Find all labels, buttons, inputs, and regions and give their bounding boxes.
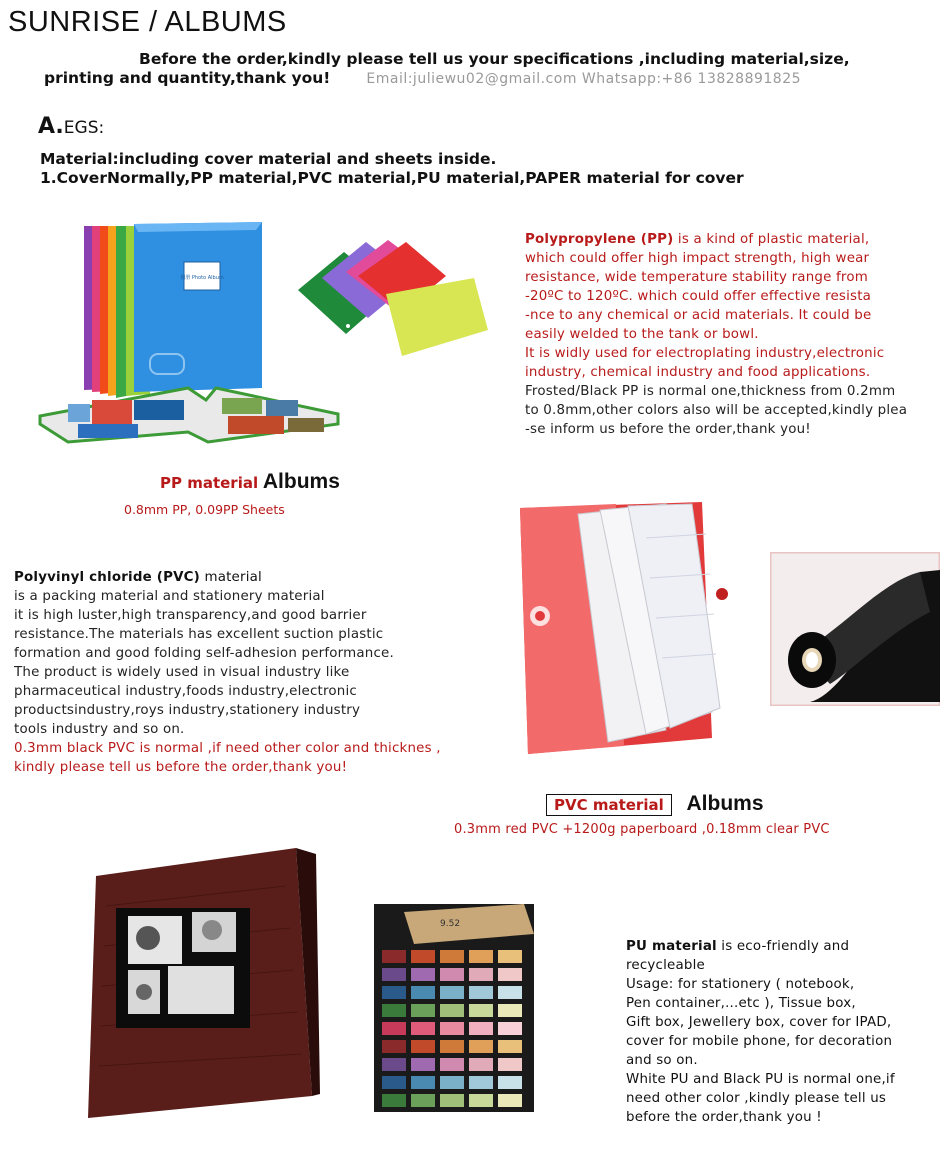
swatch (382, 986, 406, 999)
swatch (469, 1004, 493, 1017)
intro-text (44, 50, 924, 89)
pvc-line-10: kindly please tell us before the order,thank you! (14, 760, 348, 775)
swatch (440, 1076, 464, 1089)
pp-line-7: industry, chemical industry and food applications. (525, 365, 871, 380)
swatch (469, 1076, 493, 1089)
pp-line-4: -nce to any chemical or acid materials. It could be (525, 308, 872, 323)
swatch (498, 1022, 522, 1035)
cover-line: 1.CoverNormally,PP material,PVC material,PU material,PAPER material for cover (40, 169, 744, 187)
swatch (440, 1058, 464, 1071)
pp-caption-word: Albums (262, 470, 340, 493)
swatch (440, 950, 464, 963)
swatch (411, 1022, 435, 1035)
pvc-caption-sub: 0.3mm red PVC +1200g paperboard ,0.18mm clear PVC (454, 822, 830, 837)
pu-line-2: Usage: for stationery ( notebook, (626, 977, 855, 992)
swatch (469, 1040, 493, 1053)
pp-caption-sub: 0.8mm PP, 0.09PP Sheets (124, 502, 285, 517)
swatch (498, 1076, 522, 1089)
section-a-heading (38, 114, 104, 139)
pvc-line-0: Polyvinyl chloride (PVC) material (14, 570, 262, 585)
pvc-line-1: is a packing material and stationery material (14, 589, 325, 604)
pvc-line-6: pharmaceutical industry,foods industry,electronic (14, 684, 357, 699)
pvc-roll-image (770, 552, 940, 706)
pu-name: PU material (626, 939, 717, 954)
pvc-name: Polyvinyl chloride (PVC) (14, 570, 200, 585)
swatch (498, 1058, 522, 1071)
pu-line-3: Pen container,...etc ), Tissue box, (626, 996, 856, 1011)
swatch (411, 1076, 435, 1089)
pp-caption-label: PP material (160, 474, 259, 492)
pu-line-1: recycleable (626, 958, 705, 973)
pp-sheets-image (296, 238, 496, 358)
pp-line-6: It is widly used for electroplating industry,electronic (525, 346, 885, 361)
swatch (469, 1022, 493, 1035)
swatch (498, 1004, 522, 1017)
swatch (469, 968, 493, 981)
swatch (498, 1040, 522, 1053)
pu-line-9: before the order,thank you ! (626, 1110, 822, 1125)
pu-swatch-tag: 9.52 (440, 919, 461, 929)
swatch-grid (382, 950, 522, 1107)
pp-line-5: easily welded to the tank or bowl. (525, 327, 759, 342)
swatch (498, 968, 522, 981)
swatch (498, 1094, 522, 1107)
pvc-line-7: productsindustry,roys industry,stationery industry (14, 703, 361, 718)
swatch (411, 986, 435, 999)
swatch (382, 1040, 406, 1053)
section-label: EGS: (63, 118, 105, 138)
pvc-caption-label: PVC material (546, 794, 672, 816)
swatch (440, 1040, 464, 1053)
pp-line-9: to 0.8mm,other colors also will be accepted,kindly plea (525, 403, 908, 418)
swatch (382, 1022, 406, 1035)
swatch (498, 950, 522, 963)
pp-line-0: Polypropylene (PP) is a kind of plastic material, (525, 232, 870, 247)
pvc-line-2: it is high luster,high transparency,and good barrier (14, 608, 367, 623)
pvc-caption-word: Albums (686, 792, 764, 815)
pp-line-1: which could offer high impact strength, high wear (525, 251, 870, 266)
swatch (411, 1004, 435, 1017)
pvc-line-9: 0.3mm black PVC is normal ,if need other color and thicknes , (14, 741, 441, 756)
pvc-line-8: tools industry and so on. (14, 722, 185, 737)
pvc-description (14, 568, 494, 777)
swatch (382, 968, 406, 981)
material-intro (40, 150, 744, 188)
material-line: Material:including cover material and sheets inside. (40, 150, 497, 168)
swatch (469, 986, 493, 999)
page-title: SUNRISE / ALBUMS (8, 6, 287, 38)
pvc-line-4: formation and good folding self-adhesion performance. (14, 646, 394, 661)
pvc-line-3: resistance.The materials has excellent suction plastic (14, 627, 384, 642)
swatch (440, 1004, 464, 1017)
swatch (411, 1094, 435, 1107)
intro-line-1: Before the order,kindly please tell us your specifications ,including material,size, (139, 50, 850, 68)
swatch (440, 1022, 464, 1035)
pu-line-8: need other color ,kindly please tell us (626, 1091, 887, 1106)
pp-book-label: 相册 Photo Album (180, 275, 224, 281)
pu-line-6: and so on. (626, 1053, 698, 1068)
pu-line-0: PU material is eco-friendly and (626, 939, 850, 954)
swatch (411, 950, 435, 963)
swatch (469, 1058, 493, 1071)
pp-description (525, 230, 940, 439)
pu-line-7: White PU and Black PU is normal one,if (626, 1072, 895, 1087)
swatch (440, 1094, 464, 1107)
pp-line-10: -se inform us before the order,thank you! (525, 422, 811, 437)
pu-description (626, 937, 946, 1127)
swatch (382, 1004, 406, 1017)
swatch (411, 1040, 435, 1053)
pp-line-8: Frosted/Black PP is normal one,thickness from 0.2mm (525, 384, 896, 399)
pp-name: Polypropylene (PP) (525, 232, 674, 247)
section-letter: A. (38, 114, 64, 139)
swatch (411, 1058, 435, 1071)
pu-album-image (86, 846, 326, 1120)
swatch (498, 986, 522, 999)
pvc-folder-image (516, 498, 734, 756)
pp-line-2: resistance, wide temperature stability range from (525, 270, 868, 285)
swatch (440, 986, 464, 999)
swatch (382, 1076, 406, 1089)
swatch (440, 968, 464, 981)
swatch (411, 968, 435, 981)
swatch (382, 1094, 406, 1107)
pu-swatch-image (374, 904, 534, 1112)
pp-line-3: -20ºC to 120ºC. which could offer effective resista (525, 289, 872, 304)
pp-caption (160, 470, 340, 494)
pu-line-4: Gift box, Jewellery box, cover for IPAD, (626, 1015, 892, 1030)
pu-line-5: cover for mobile phone, for decoration (626, 1034, 893, 1049)
contact-info: Email:juliewu02@gmail.com Whatsapp:+86 13828891825 (366, 71, 802, 87)
swatch (382, 1058, 406, 1071)
swatch (382, 950, 406, 963)
intro-line-2: printing and quantity,thank you! (44, 69, 331, 87)
pvc-line-5: The product is widely used in visual industry like (14, 665, 350, 680)
pvc-caption (546, 792, 764, 816)
swatch (469, 1094, 493, 1107)
swatch (469, 950, 493, 963)
